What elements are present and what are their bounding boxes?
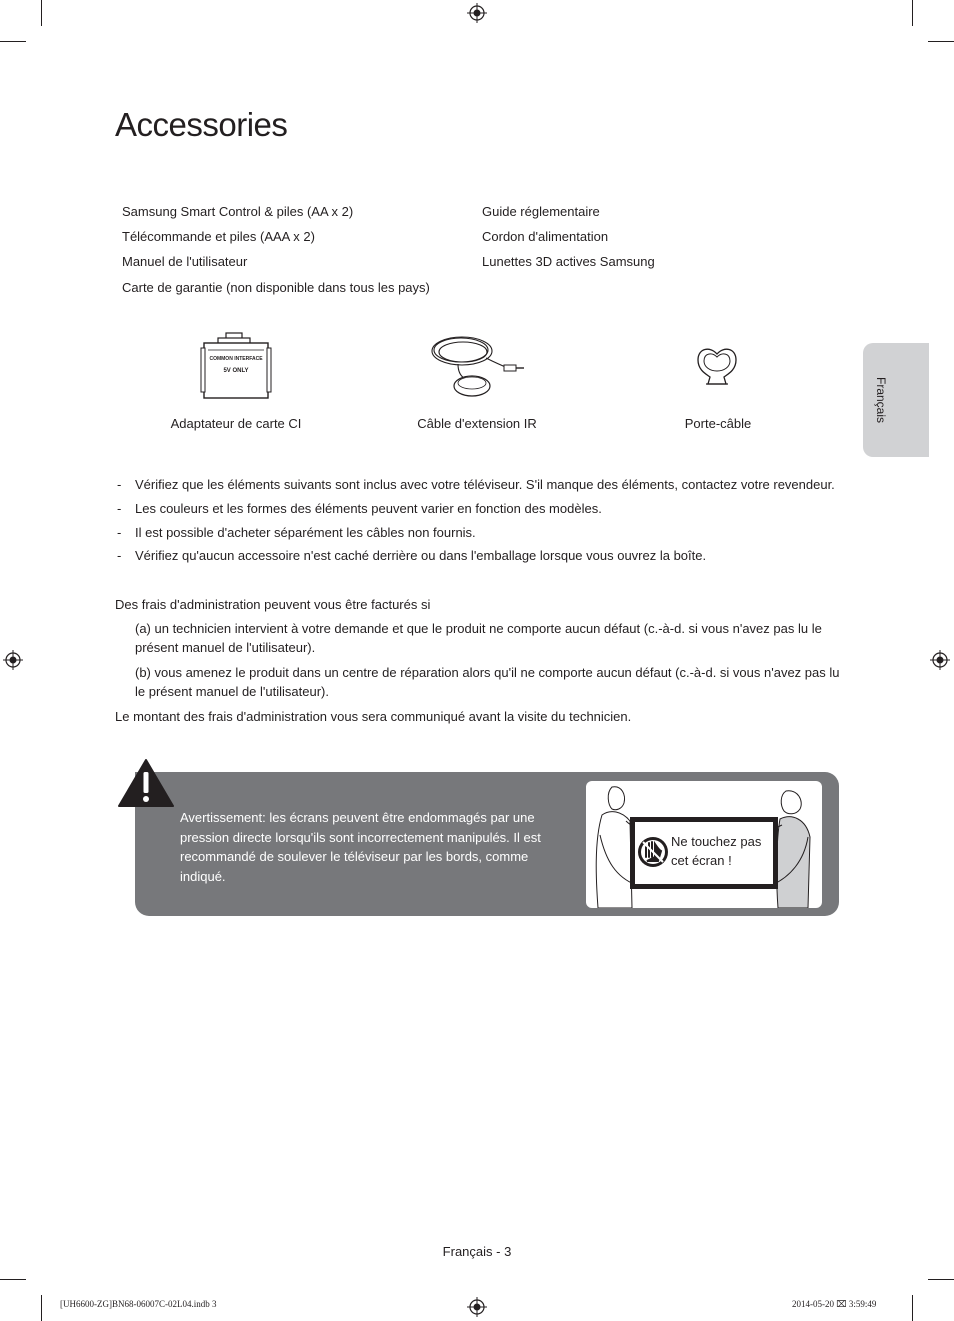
accessory-item: Samsung Smart Control & piles (AA x 2) bbox=[122, 204, 354, 219]
registration-mark-icon bbox=[467, 1297, 487, 1317]
print-meta-right: 2014-05-20 ⌧ 3:59:49 bbox=[792, 1299, 877, 1309]
warning-text bbox=[180, 808, 550, 886]
tv-handling-illustration bbox=[586, 781, 822, 908]
crop-mark bbox=[928, 1279, 954, 1280]
crop-mark bbox=[0, 41, 26, 42]
ci-card-adapter-icon bbox=[200, 332, 272, 400]
illustration-caption: Adaptateur de carte CI bbox=[170, 416, 302, 431]
note-item: - Vérifiez qu'aucun accessoire n'est caché derrière ou dans l'emballage lorsque vous ouvrez la boîte. bbox=[117, 548, 707, 563]
warning-image-caption: Ne touchez pas bbox=[671, 834, 762, 849]
note-text: Il est possible d'acheter séparément les câbles non fournis. bbox=[135, 525, 476, 540]
accessory-item: Guide réglementaire bbox=[482, 204, 600, 219]
accessory-item: Carte de garantie (non disponible dans tous les pays) bbox=[122, 280, 430, 295]
ci-card-label: 5V ONLY bbox=[223, 368, 249, 374]
note-item: - Les couleurs et les formes des éléments peuvent varier en fonction des modèles. bbox=[117, 501, 602, 516]
page-title: Accessories bbox=[115, 106, 288, 143]
ir-extension-cable-icon bbox=[428, 332, 526, 402]
accessory-item: Manuel de l'utilisateur bbox=[122, 254, 248, 269]
illustration-caption: Porte-câble bbox=[684, 416, 752, 431]
registration-mark-icon bbox=[467, 3, 487, 23]
crop-mark bbox=[928, 41, 954, 42]
warning-body: : les écrans peuvent être endommagés par une pression directe lorsqu'ils sont incorrectement manipulés. Il est recommandé de soulever le téléviseur par les bords, comme indiqué. bbox=[180, 810, 541, 884]
admin-closing: Le montant des frais d'administration vous sera communiqué avant la visite du technicien. bbox=[115, 709, 632, 724]
accessory-item: Cordon d'alimentation bbox=[482, 229, 609, 244]
admin-intro: Des frais d'administration peuvent vous être facturés si bbox=[115, 597, 431, 612]
language-side-tab-label: Français bbox=[874, 377, 888, 424]
crop-mark bbox=[912, 0, 913, 26]
registration-mark-icon bbox=[930, 650, 950, 670]
warning-label: Avertissement bbox=[180, 810, 263, 825]
warning-triangle-icon bbox=[117, 758, 175, 808]
ci-card-label: COMMON INTERFACE bbox=[209, 356, 263, 362]
admin-item-b: (b) vous amenez le produit dans un centre de réparation alors qu'il ne comporte aucun défaut (c.-à-d. si vous n'avez pas lu le présent manuel de l'utilisateur). bbox=[135, 665, 840, 699]
crop-mark bbox=[41, 1295, 42, 1321]
accessory-item: Lunettes 3D actives Samsung bbox=[482, 254, 655, 269]
note-text: Vérifiez que les éléments suivants sont inclus avec votre téléviseur. S'il manque des éléments, contactez votre revendeur. bbox=[135, 477, 835, 492]
cable-holder-icon bbox=[694, 344, 740, 390]
warning-image-caption: cet écran ! bbox=[671, 853, 732, 868]
crop-mark bbox=[0, 1279, 26, 1280]
note-text: Les couleurs et les formes des éléments peuvent varier en fonction des modèles. bbox=[135, 501, 602, 516]
accessory-item: Télécommande et piles (AAA x 2) bbox=[122, 229, 315, 244]
print-meta-left: [UH6600-ZG]BN68-06007C-02L04.indb 3 bbox=[60, 1299, 217, 1309]
crop-mark bbox=[912, 1295, 913, 1321]
registration-mark-icon bbox=[3, 650, 23, 670]
note-item: - Il est possible d'acheter séparément les câbles non fournis. bbox=[117, 525, 476, 540]
note-item: - Vérifiez que les éléments suivants sont inclus avec votre téléviseur. S'il manque des éléments, contactez votre revendeur. bbox=[117, 477, 835, 492]
language-side-tab bbox=[863, 343, 929, 457]
admin-item-a: (a) un technicien intervient à votre demande et que le produit ne comporte aucun défaut (c.-à-d. si vous n'avez pas lu le présent manuel de l'utilisateur). bbox=[135, 621, 822, 655]
illustration-caption: Câble d'extension IR bbox=[417, 416, 537, 431]
page-number: Français - 3 bbox=[442, 1244, 512, 1259]
note-text: Vérifiez qu'aucun accessoire n'est caché derrière ou dans l'emballage lorsque vous ouvrez la boîte. bbox=[135, 548, 707, 563]
crop-mark bbox=[41, 0, 42, 26]
